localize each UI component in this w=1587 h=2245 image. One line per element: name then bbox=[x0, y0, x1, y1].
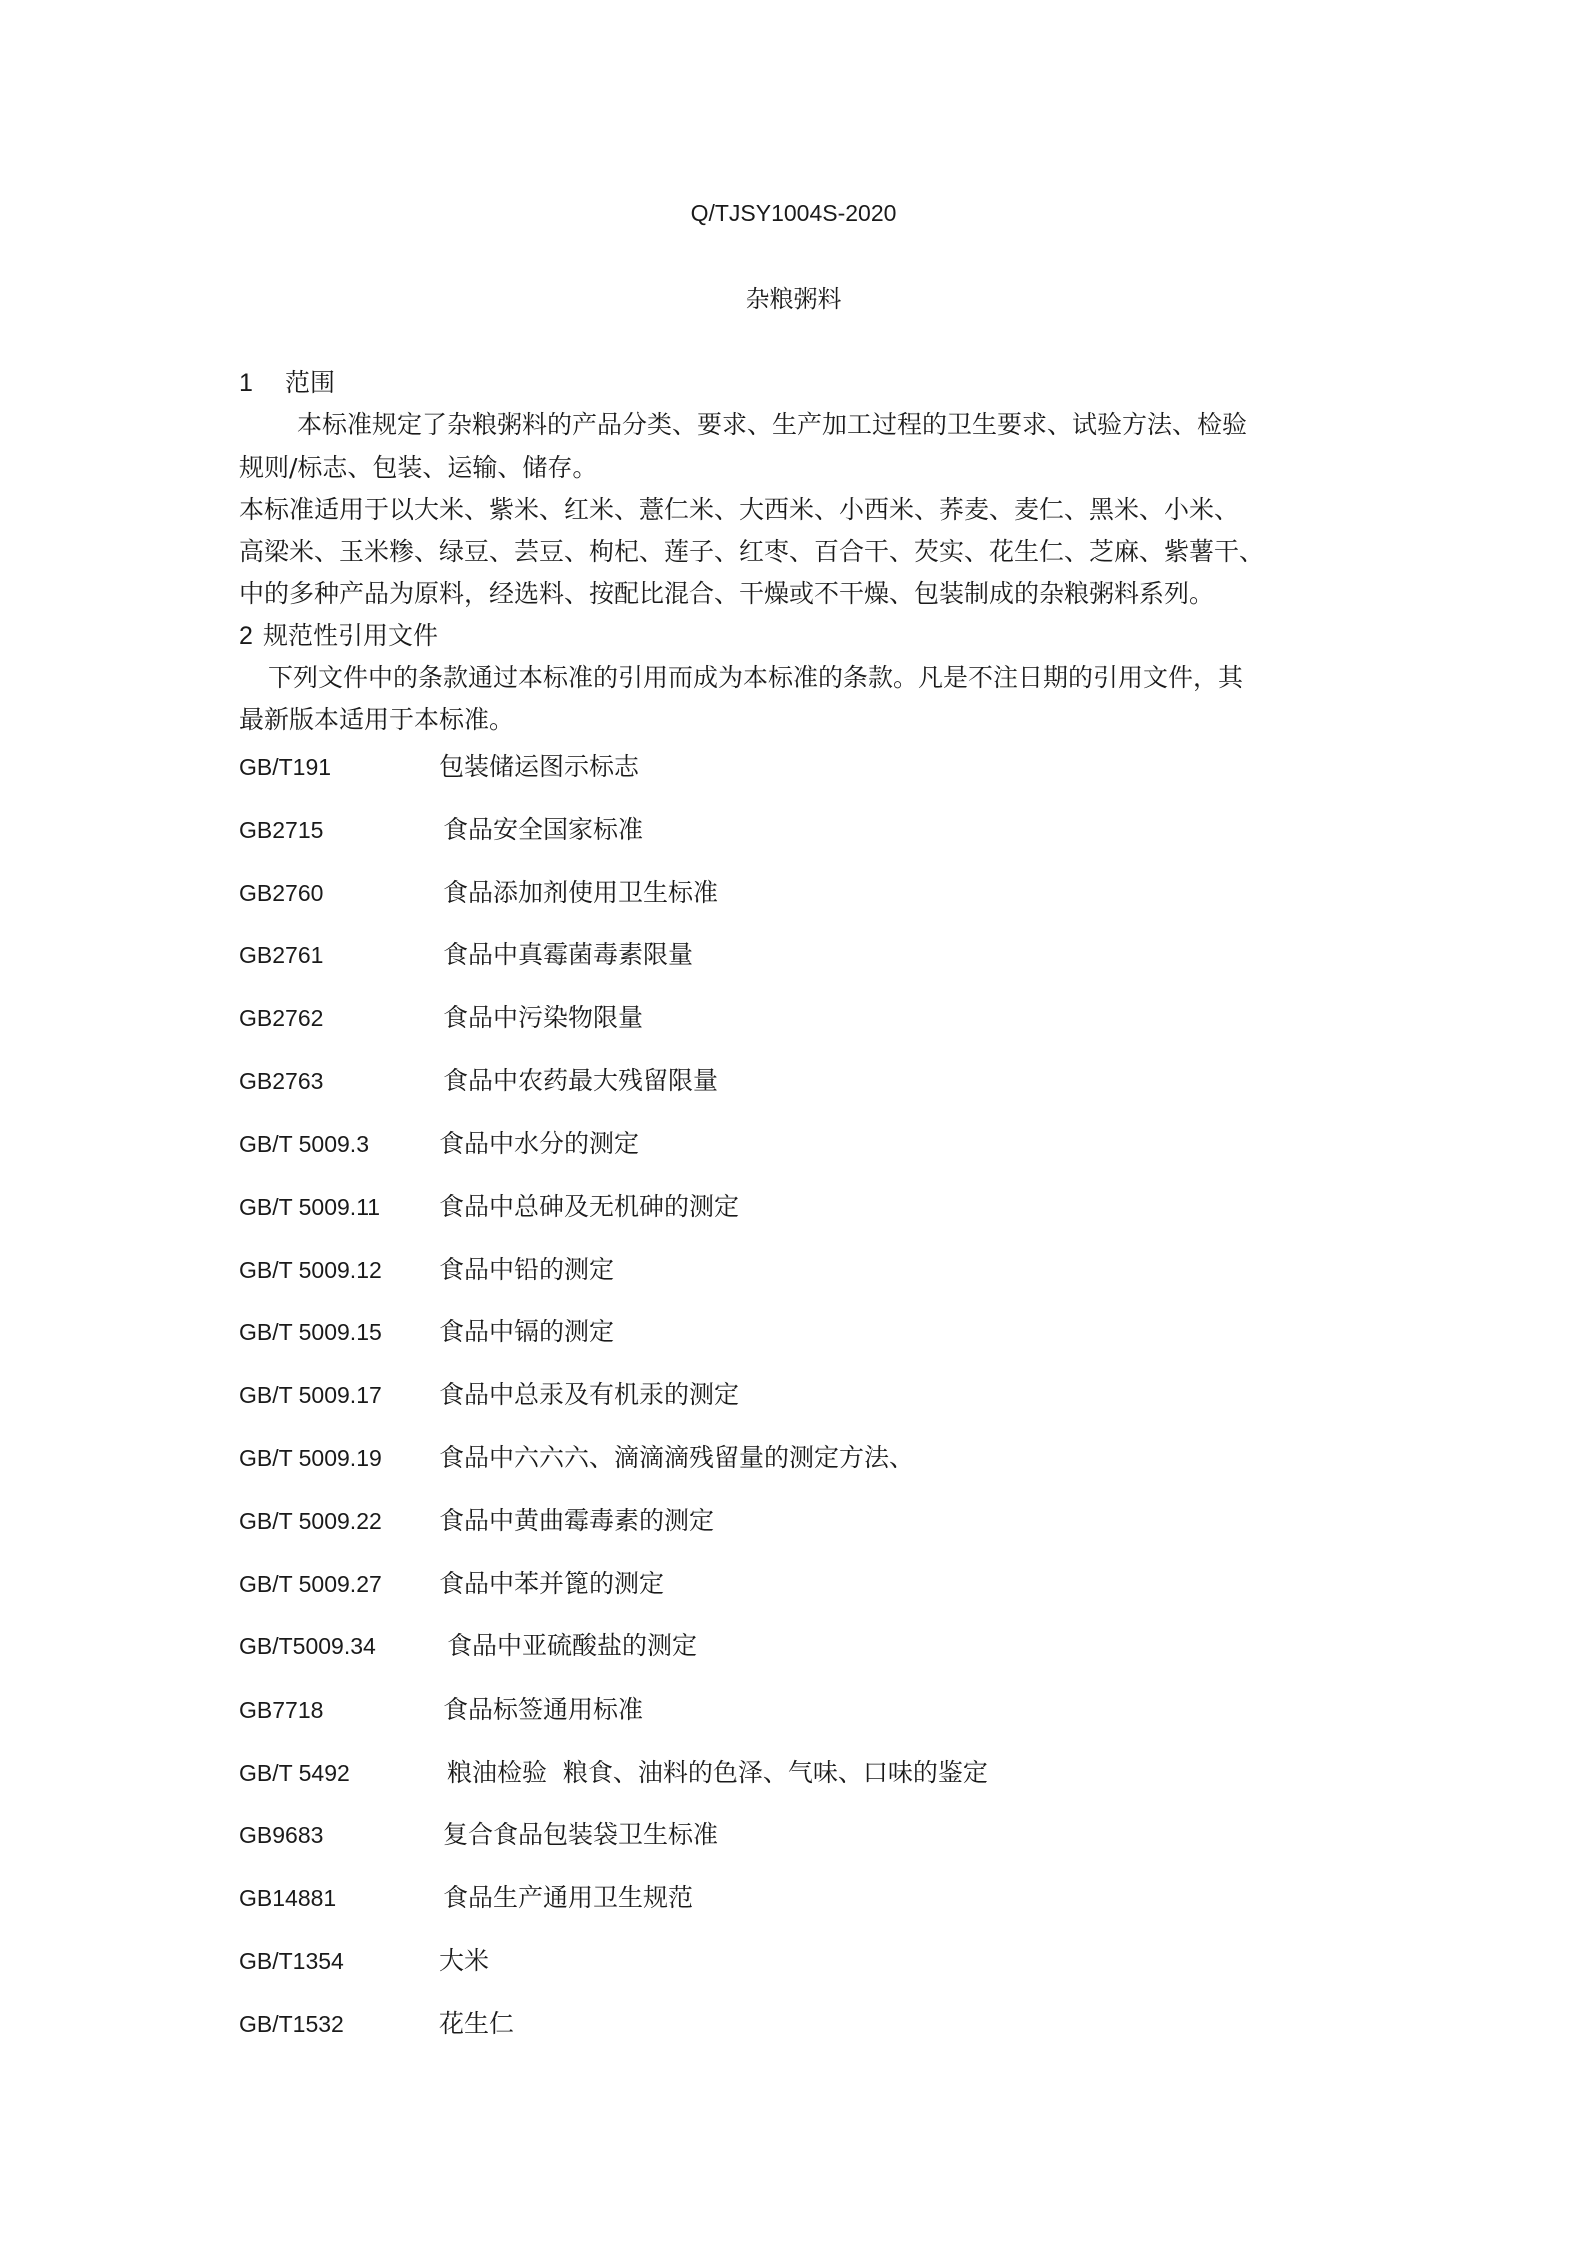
section-1-heading bbox=[239, 362, 335, 404]
standard-code: Q/TJSY1004S-2020 bbox=[690, 200, 897, 226]
document-title: 杂粮粥料 bbox=[745, 285, 842, 313]
reference-name: 大米 bbox=[439, 1946, 490, 1975]
reference-name: 食品中铅的测定 bbox=[439, 1255, 615, 1284]
reference-code: GB2763 bbox=[239, 1068, 324, 1094]
reference-name: 食品中总汞及有机汞的测定 bbox=[439, 1380, 740, 1409]
reference-code: GB/T191 bbox=[239, 754, 332, 780]
reference-name: 食品中水分的测定 bbox=[439, 1129, 640, 1158]
reference-code: GB/T1354 bbox=[239, 1948, 344, 1974]
reference-name: 粮油检验 粮食、油料的色泽、气味、口味的鉴定 bbox=[447, 1758, 988, 1787]
reference-name: 食品中总砷及无机砷的测定 bbox=[439, 1192, 740, 1221]
section-2-heading bbox=[239, 615, 438, 657]
reference-name: 食品中农药最大残留限量 bbox=[443, 1066, 719, 1095]
reference-code: GB/T 5009.12 bbox=[239, 1257, 382, 1283]
reference-code: GB/T 5009.3 bbox=[239, 1131, 369, 1157]
reference-code: GB/T1532 bbox=[239, 2011, 344, 2037]
reference-code: GB/T 5009.17 bbox=[239, 1382, 382, 1408]
reference-code: GB2715 bbox=[239, 817, 324, 843]
reference-name: 复合食品包装袋卫生标准 bbox=[443, 1820, 719, 1849]
scope-paragraph-1-line-2: 规则/标志、包装、运输、储存。 bbox=[239, 453, 598, 482]
scope-paragraph-1-line-1: 本标准规定了杂粮粥料的产品分类、要求、生产加工过程的卫生要求、试验方法、检验 bbox=[297, 410, 1248, 439]
reference-name: 食品中真霉菌毒素限量 bbox=[443, 940, 694, 969]
reference-name: 食品中黄曲霉毒素的测定 bbox=[439, 1506, 715, 1535]
reference-name: 食品生产通用卫生规范 bbox=[443, 1883, 694, 1912]
reference-code: GB14881 bbox=[239, 1885, 337, 1911]
reference-code: GB/T 5009.15 bbox=[239, 1319, 382, 1345]
reference-code: GB/T 5492 bbox=[239, 1760, 350, 1786]
references-intro-line-2: 最新版本适用于本标准。 bbox=[239, 705, 515, 734]
scope-paragraph-2-line-1: 本标准适用于以大米、紫米、红米、薏仁米、大西米、小西米、荞麦、麦仁、黑米、小米、 bbox=[239, 495, 1240, 524]
reference-code: GB/T 5009.19 bbox=[239, 1445, 382, 1471]
reference-code: GB7718 bbox=[239, 1697, 324, 1723]
reference-name: 食品添加剂使用卫生标准 bbox=[443, 878, 719, 907]
reference-name: 食品中镉的测定 bbox=[439, 1317, 615, 1346]
reference-name: 花生仁 bbox=[439, 2009, 515, 2038]
reference-name: 食品安全国家标准 bbox=[443, 815, 644, 844]
scope-paragraph-2-line-3: 中的多种产品为原料，经选料、按配比混合、干燥或不干燥、包装制成的杂粮粥料系列。 bbox=[239, 579, 1215, 608]
reference-code: GB2762 bbox=[239, 1005, 324, 1031]
reference-name: 食品中苯并篦的测定 bbox=[439, 1569, 665, 1598]
section-1-number: 1 bbox=[239, 369, 253, 397]
reference-code: GB2760 bbox=[239, 880, 324, 906]
reference-name: 食品标签通用标准 bbox=[443, 1695, 644, 1724]
reference-code: GB/T 5009.11 bbox=[239, 1194, 381, 1220]
reference-name: 食品中六六六、滴滴滴残留量的测定方法、 bbox=[439, 1443, 915, 1472]
references-intro-line-1: 下列文件中的条款通过本标准的引用而成为本标准的条款。凡是不注日期的引用文件，其 bbox=[268, 663, 1244, 692]
reference-code: GB9683 bbox=[239, 1822, 324, 1848]
reference-code: GB/T 5009.27 bbox=[239, 1571, 382, 1597]
reference-name: 食品中污染物限量 bbox=[443, 1003, 644, 1032]
section-2-title: 规范性引用文件 bbox=[263, 621, 439, 650]
section-1-title: 范围 bbox=[285, 368, 336, 397]
scope-paragraph-2-line-2: 高梁米、玉米糁、绿豆、芸豆、枸杞、莲子、红枣、百合干、芡实、花生仁、芝麻、紫薯干、 bbox=[239, 537, 1265, 566]
reference-code: GB/T5009.34 bbox=[239, 1633, 376, 1659]
reference-code: GB2761 bbox=[239, 942, 324, 968]
section-2-number: 2 bbox=[239, 622, 253, 650]
reference-name: 包装储运图示标志 bbox=[439, 752, 640, 781]
reference-code: GB/T 5009.22 bbox=[239, 1508, 382, 1534]
reference-name: 食品中亚硫酸盐的测定 bbox=[447, 1631, 698, 1660]
